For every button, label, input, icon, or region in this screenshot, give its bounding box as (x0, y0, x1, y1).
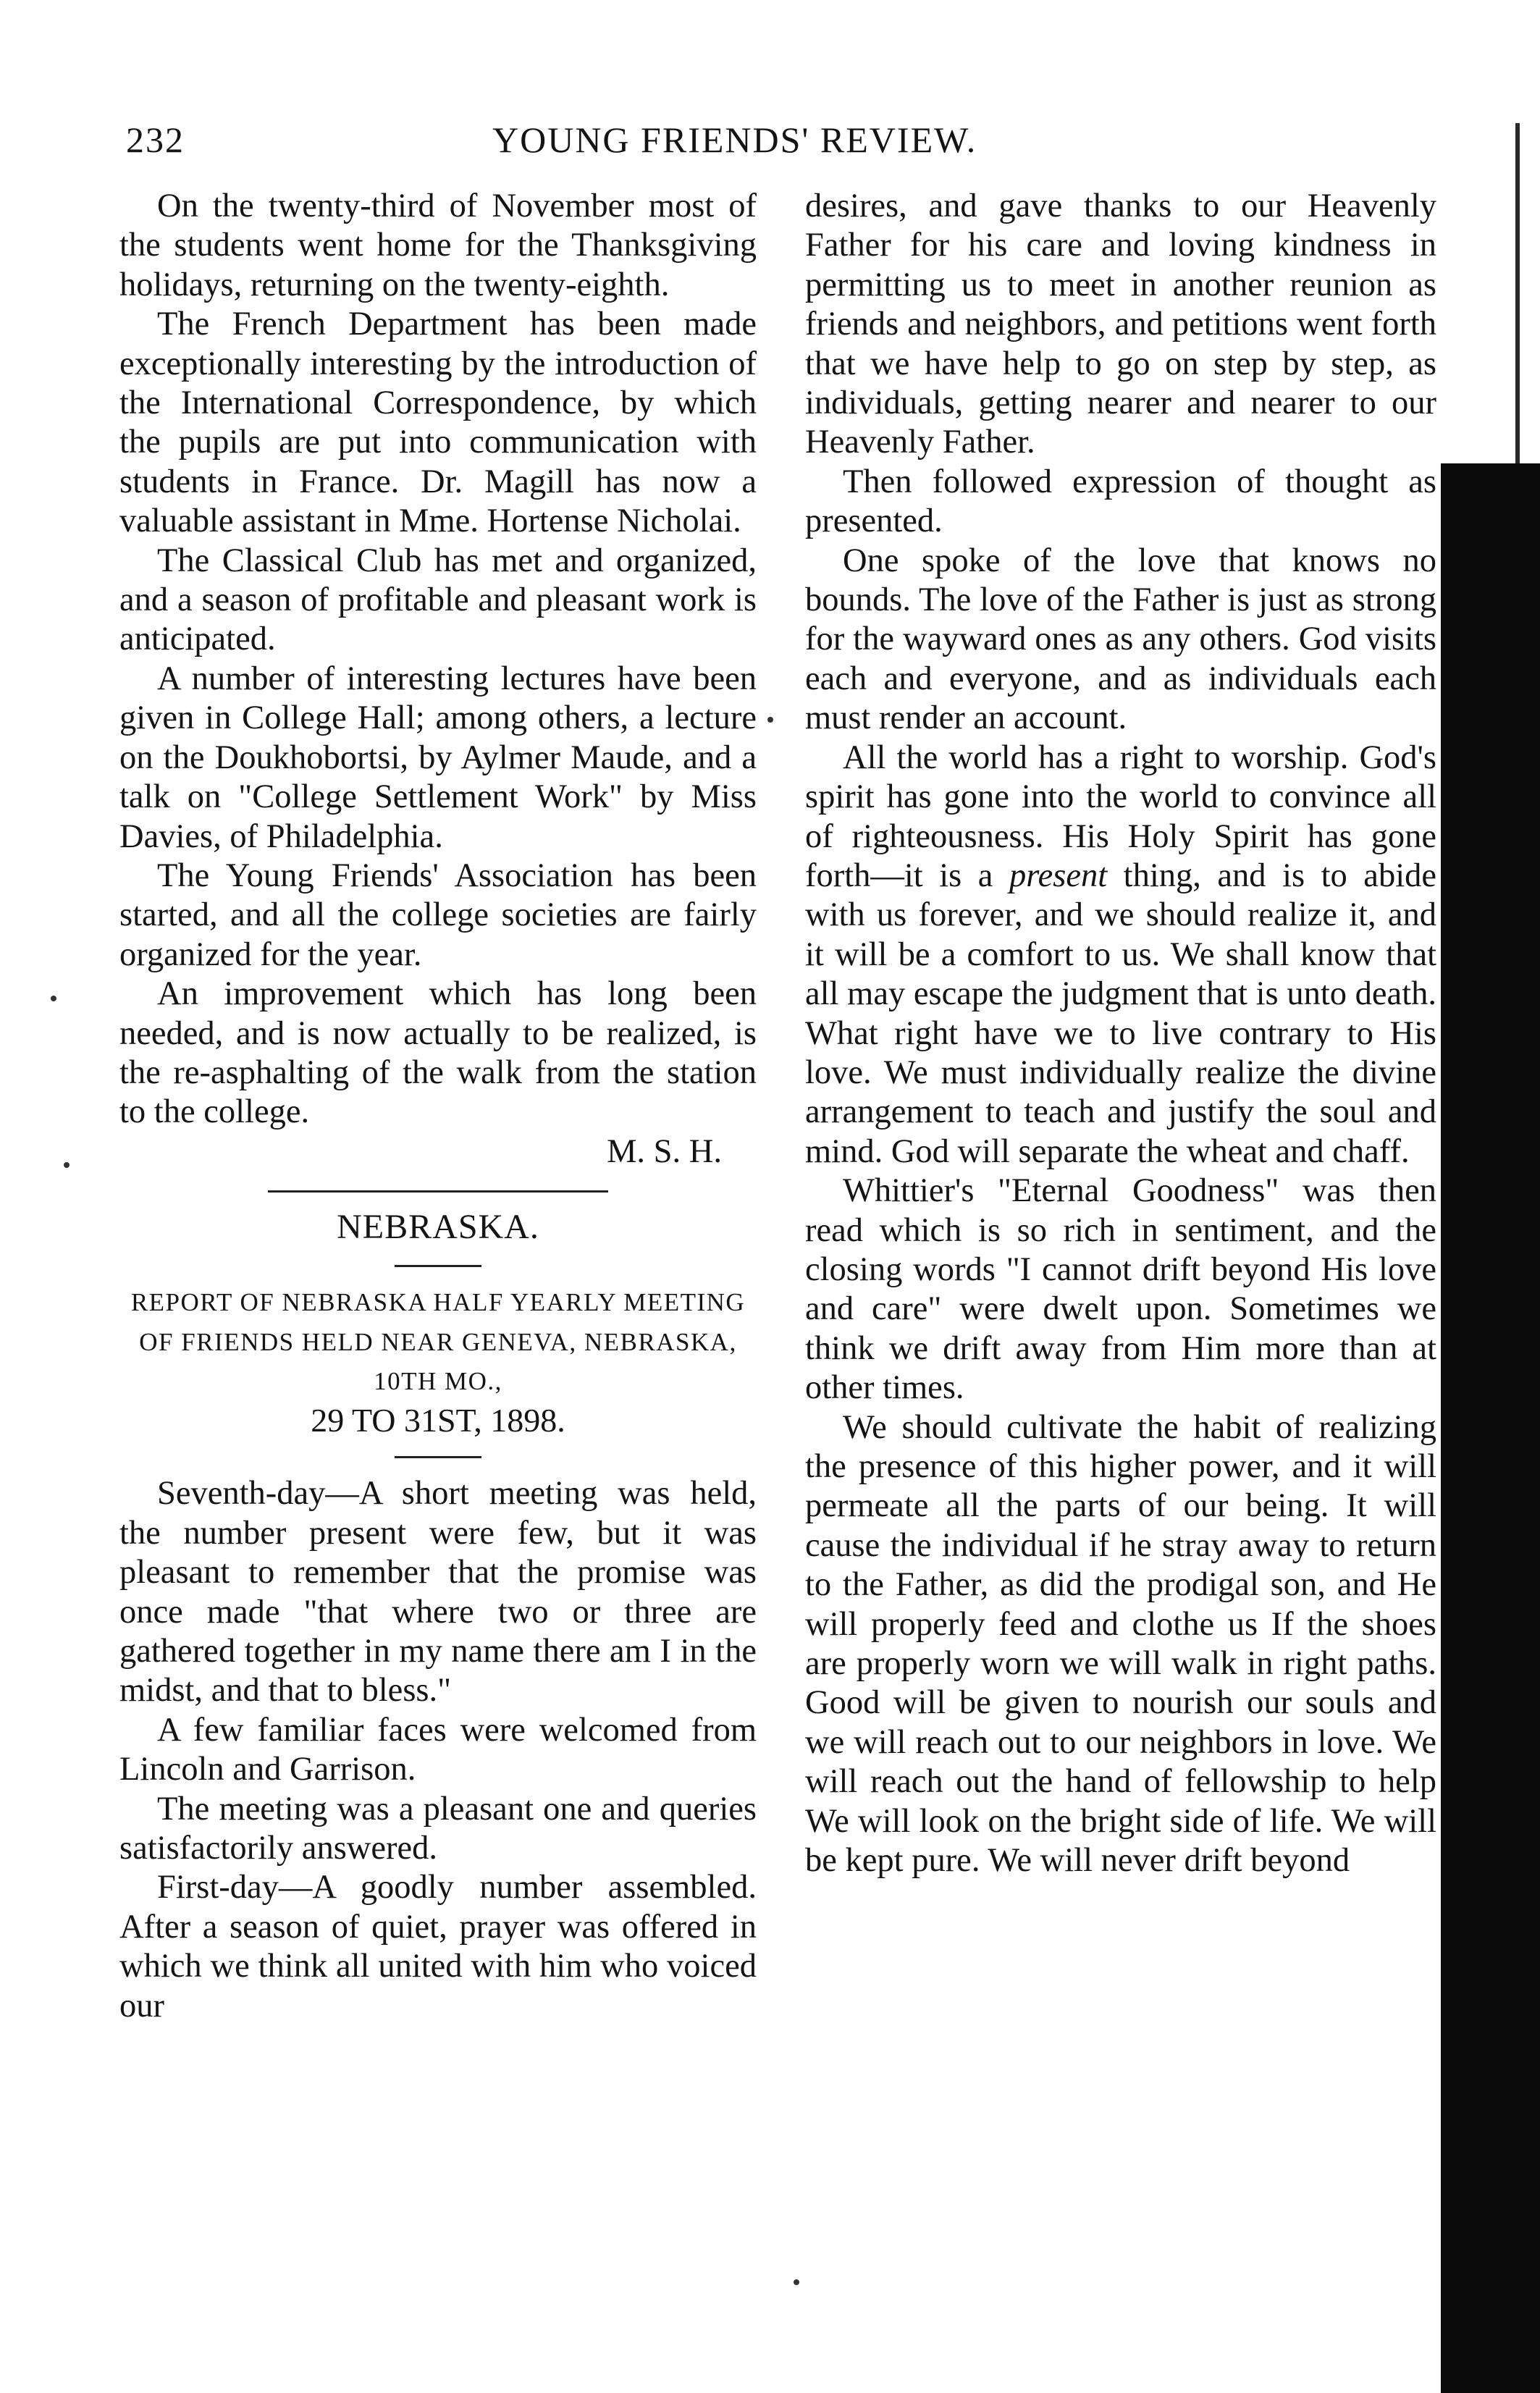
report-title: REPORT OF NEBRASKA HALF YEARLY MEETING OF FRIENDS HELD NEAR GENEVA, NEBRASKA, 10TH MO., (130, 1288, 746, 1395)
heading-divider (395, 1265, 481, 1267)
scan-binding-shadow (1441, 463, 1540, 2393)
section-heading: NEBRASKA. (337, 1208, 539, 1247)
body-paragraph: The French Department has been made exceptionally interesting by the introduction of the International Correspondence, by which the pupils are put into communication with students in France. Dr. Magill has now a valuable assistant in Mme. Hortense Nicholai. (119, 306, 757, 540)
body-paragraph: A number of interesting lectures have been given in College Hall; among others, a lecture on the Doukhobortsi, by Aylmer Maude, and a talk on "College Settlement Work" by Miss Davies, of Philadelphia. (119, 660, 757, 855)
body-paragraph: First-day—A goodly number assembled. After a season of quiet, prayer was offered in which we think all united with him who voiced our (119, 1869, 757, 2024)
section-divider (268, 1190, 608, 1193)
scan-speck (64, 1162, 70, 1168)
body-paragraph: Whittier's "Eternal Goodness" was then read which is so rich in sentiment, and the closing words "I cannot drift beyond His love and care" were dwelt upon. Sometimes we think we drift away from Him more than at other times. (805, 1172, 1436, 1407)
body-paragraph: Seventh-day—A short meeting was held, the number present were few, but it was pleasant to remember that the promise was once made "that where two or three are gathered together in my name there am I in the midst, and that to bless." (119, 1475, 757, 1709)
body-paragraph: The Young Friends' Association has been started, and all the college societies are fairly organized for the year. (119, 857, 757, 973)
scan-binding-shadow (1515, 123, 1520, 463)
scan-speck (794, 2279, 799, 2285)
right-column (805, 187, 1436, 1880)
report-dates: 29 TO 31ST, 1898. (311, 1402, 565, 1439)
continued-paragraph: desires, and gave thanks to our Heavenly Father for his care and loving kindness in permitting us to meet in another reunion as friends and neighbors, and petitions went forth that we have help to go on step by step, as individuals, getting nearer and nearer to our Heavenly Father. (805, 188, 1436, 461)
body-paragraph: A few familiar faces were welcomed from Lincoln and Garrison. (119, 1711, 757, 1788)
running-head: YOUNG FRIENDS' REVIEW. (492, 119, 977, 160)
body-paragraph (805, 739, 1436, 1172)
body-paragraph: On the twenty-third of November most of the students went home for the Thanksgiving holidays, returning on the twenty-eighth. (119, 188, 757, 303)
body-paragraph: Then followed expression of thought as presented. (805, 463, 1436, 540)
author-signature: M. S. H. (607, 1132, 722, 1170)
paragraph-text: All the world has a right to worship. God's spirit has gone into the world to convince all of righteousness. His Holy Spirit has gone forth—it is a (805, 739, 1436, 894)
scan-speck (51, 996, 56, 1001)
scan-speck (767, 717, 773, 723)
body-paragraph: The Classical Club has met and organized, and a season of profitable and pleasant work is anticipated. (119, 542, 757, 658)
emphasized-word: present (1009, 857, 1108, 894)
body-paragraph: We should cultivate the habit of realizing the presence of this higher power, and it will permeate all the parts of our being. It will cause the individual if he stray away to return to the Father, as did the prodigal son, and He will properly feed and clothe us If the shoes are properly worn we will walk in right paths. Good will be given to nourish our souls and we will reach out to our neighbors in love. We will reach out the hand of fellowship to help We will look on the bright side of life. We will be kept pure. We will never drift beyond (805, 1408, 1436, 1880)
paragraph-text: thing, and is to abide with us forever, and we should realize it, and it will be a comfort to us. We shall know that all may escape the judgment that is unto death. What right have we to live contrary to His love. We must individually realize the divine arrangement to teach and justify the soul and mind. God will separate the wheat and chaff. (805, 857, 1437, 1170)
body-paragraph: The meeting was a pleasant one and queries satisfactorily answered. (119, 1790, 757, 1867)
body-paragraph: An improvement which has long been needed, and is now actually to be realized, is the re-asphalting of the walk from the station to the college. (119, 975, 757, 1131)
heading-divider (395, 1456, 481, 1458)
page-number: 232 (126, 119, 185, 160)
left-column (119, 187, 757, 2026)
body-paragraph: One spoke of the love that knows no bounds. The love of the Father is just as strong for the wayward ones as any others. God visits each and everyone, and as individuals each must render an account. (805, 542, 1436, 737)
